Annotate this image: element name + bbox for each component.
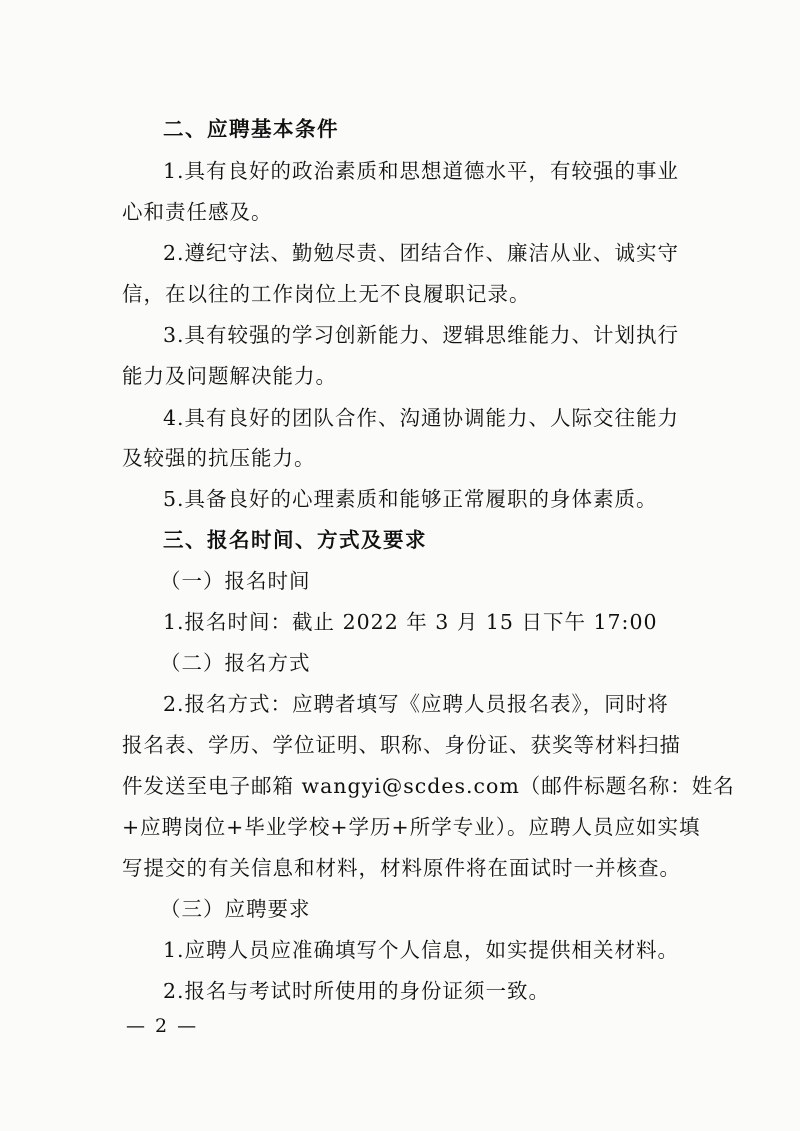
section-heading-requirements: 二、应聘基本条件: [163, 117, 339, 141]
requirement-item-2-line-1: 2.遵纪守法、勤勉尽责、团结合作、廉洁从业、诚实守: [163, 241, 680, 265]
application-requirement-item-2: 2.报名与考试时所使用的身份证须一致。: [163, 979, 551, 1003]
requirement-item-4-line-2: 及较强的抗压能力。: [122, 446, 316, 470]
subsection-title-time: （一）报名时间: [160, 569, 311, 593]
requirement-item-5: 5.具备良好的心理素质和能够正常履职的身体素质。: [163, 487, 658, 511]
requirement-item-3-line-2: 能力及问题解决能力。: [122, 364, 337, 388]
application-method-line-2: 报名表、学历、学位证明、职称、身份证、获奖等材料扫描: [122, 733, 681, 757]
subsection-title-requirements: （三）应聘要求: [160, 897, 311, 921]
application-time-item: 1.报名时间：截止 2022 年 3 月 15 日下午 17:00: [163, 610, 658, 634]
subsection-title-method: （二）报名方式: [160, 651, 311, 675]
application-method-line-3: 件发送至电子邮箱 wangyi@scdes.com（邮件标题名称：姓名: [122, 774, 735, 798]
requirement-item-1-line-1: 1.具有良好的政治素质和思想道德水平，有较强的事业: [163, 159, 680, 183]
application-method-line-1: 2.报名方式：应聘者填写《应聘人员报名表》，同时将: [163, 692, 669, 716]
page-number: — 2 —: [126, 1015, 199, 1037]
application-method-line-5: 写提交的有关信息和材料，材料原件将在面试时一并核查。: [122, 856, 681, 880]
requirement-item-2-line-2: 信，在以往的工作岗位上无不良履职记录。: [122, 282, 531, 306]
requirement-item-4-line-1: 4.具有良好的团队合作、沟通协调能力、人际交往能力: [163, 406, 680, 430]
application-method-line-4: +应聘岗位+毕业学校+学历+所学专业）。应聘人员应如实填: [122, 815, 701, 839]
requirement-item-3-line-1: 3.具有较强的学习创新能力、逻辑思维能力、计划执行: [163, 323, 680, 347]
application-requirement-item-1: 1.应聘人员应准确填写个人信息，如实提供相关材料。: [163, 938, 680, 962]
requirement-item-1-line-2: 心和责任感及。: [122, 200, 273, 224]
section-heading-application: 三、报名时间、方式及要求: [163, 528, 427, 552]
